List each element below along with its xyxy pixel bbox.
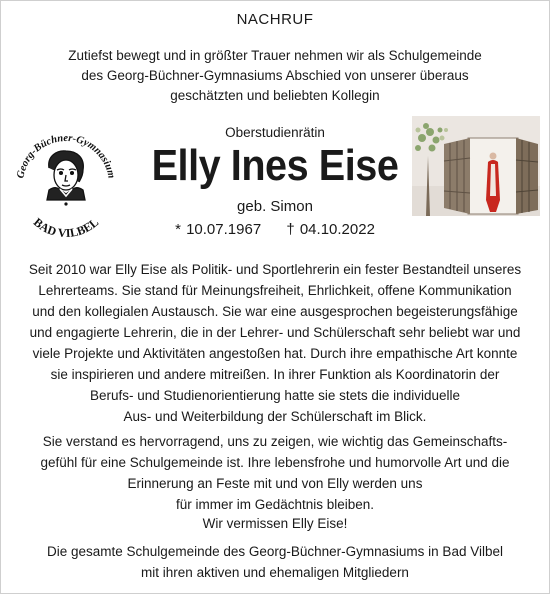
- paragraph-line: Berufs- und Studienorientierung hatte sie stets die individuelle: [90, 388, 460, 403]
- seal-arc-text-bottom: BAD VILBEL: [30, 215, 102, 241]
- birth-date: * 10.07.1967: [175, 221, 262, 238]
- intro-line: geschätzten und beliebten Kollegin: [170, 88, 380, 103]
- seal-arc-text-top: Georg-Büchner-Gymnasium: [15, 132, 117, 180]
- paragraph-line: Erinnerung an Feste mit und von Elly werden uns: [127, 476, 423, 491]
- paragraph-line: und engagierte Lehrerin, die in der Lehrer- und Schülerschaft sehr beliebt war und: [29, 325, 521, 340]
- paragraph-line: Seit 2010 war Elly Eise als Politik- und Sportlehrerin ein fester Bestandteil unseres: [28, 262, 522, 277]
- life-dates: [1, 221, 549, 238]
- paragraph-line: für immer im Gedächtnis bleiben.: [175, 497, 375, 512]
- death-date: † 04.10.2022: [286, 221, 375, 238]
- paragraph-line: und den kollegialen Austausch. Sie war eine ausgesprochen begeisterungsfähige: [32, 304, 518, 319]
- tribute-paragraph-1: [11, 259, 539, 427]
- professional-title: Oberstudienrätin: [225, 125, 325, 140]
- paragraph-line: viele Projekte und Aktivitäten angestoßen hat. Durch ihre empathische Art konnte: [32, 346, 518, 361]
- tribute-paragraph-2: [11, 431, 539, 515]
- paragraph-line: gefühl für eine Schulgemeinde ist. Ihre lebensfrohe und humorvolle Art und die: [40, 455, 510, 470]
- intro-text: [41, 46, 509, 106]
- birth-name: geb. Simon: [237, 198, 313, 215]
- paragraph-line: Aus- und Weiterbildung der Schülerschaft im Blick.: [123, 409, 427, 424]
- intro-line: Zutiefst bewegt und in größter Trauer nehmen wir als Schulgemeinde: [68, 48, 482, 63]
- signature-line: Die gesamte Schulgemeinde des Georg-Büchner-Gymnasiums in Bad Vilbel: [47, 544, 503, 559]
- closing-line: Wir vermissen Elly Eise!: [202, 516, 348, 531]
- signature-line: mit ihren aktiven und ehemaligen Mitgliedern: [141, 565, 409, 580]
- signature-block: [11, 541, 539, 583]
- paragraph-line: Lehrerteams. Sie stand für Meinungsfreiheit, Ehrlichkeit, offene Kommunikation: [38, 283, 512, 298]
- deceased-name: Elly Ines Eise: [151, 141, 399, 190]
- paragraph-line: sie inspirieren und andere mitreißen. In ihrer Funktion als Koordinatorin der: [50, 367, 500, 382]
- paragraph-line: Sie verstand es hervorragend, uns zu zeigen, wie wichtig das Gemeinschafts-: [42, 434, 508, 449]
- intro-line: des Georg-Büchner-Gymnasiums Abschied von unserer überaus: [81, 68, 469, 83]
- notice-heading: NACHRUF: [236, 11, 314, 28]
